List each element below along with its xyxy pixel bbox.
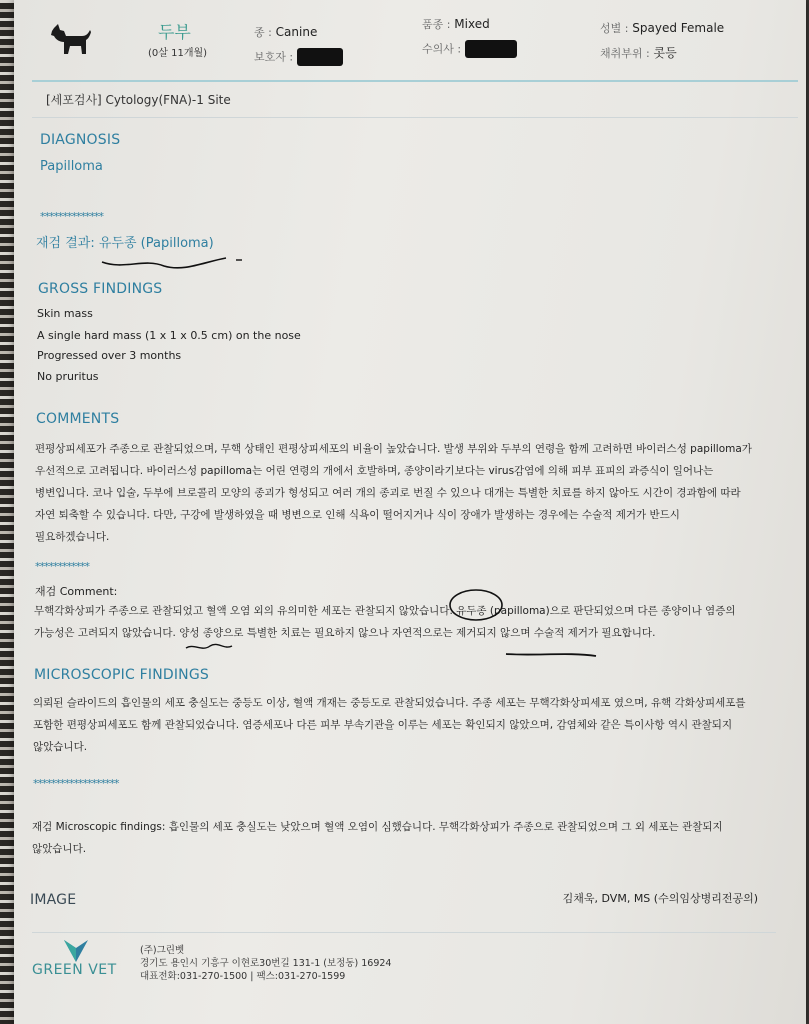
microscopic-line: 포함한 편평상피세포도 함께 관찰되었습니다. 염증세포나 다른 피부 부속기관을 이루는 세포는 확인되지 않았으며, 감염체와 같은 특이사항 역시 관찰되지	[33, 719, 733, 731]
company-name: (주)그린벳	[140, 945, 185, 956]
footer-divider	[32, 932, 776, 933]
signature: 김채욱, DVM, MS (수의임상병리전공의)	[562, 892, 758, 905]
recheck-comment-line: 가능성은 고려되지 않았습니다. 양성 종양으로 특별한 치료는 필요하지 않으나 자연적으로는 제거되지 않으며 수술적 제거가 필요합니다.	[34, 627, 656, 639]
exam-title: [세포검사] Cytology(FNA)-1 Site	[46, 93, 231, 107]
green-vet-logo-icon	[30, 938, 122, 964]
recheck-microscopic-line: 않았습니다.	[32, 843, 87, 855]
gross-line: Skin mass	[37, 307, 93, 320]
gross-line: No pruritus	[37, 370, 99, 383]
comments-stars: ************	[35, 560, 89, 573]
microscopic-body	[33, 692, 753, 758]
gross-line: Progressed over 3 months	[37, 349, 182, 362]
site-field: 채취부위 : 콧등	[600, 46, 677, 60]
gross-heading: GROSS FINDINGS	[38, 281, 163, 297]
recheck-comment-label: 재검 Comment:	[35, 585, 118, 598]
comment-line: 자연 퇴축할 수 있습니다. 다만, 구강에 발생하였을 때 병변으로 인해 식욕이 떨어지거나 식이 장애가 발생하는 경우에는 수술적 제거가 반드시	[35, 509, 680, 521]
diagnosis-value: Papilloma	[40, 159, 103, 174]
breed-field: 품종 : Mixed	[422, 17, 490, 31]
microscopic-line: 않았습니다.	[33, 741, 88, 753]
phone-line: 대표전화:031-270-1500 | 팩스:031-270-1599	[140, 971, 346, 982]
image-heading: IMAGE	[30, 892, 77, 908]
report-sheet	[14, 0, 806, 1024]
diagnosis-heading: DIAGNOSIS	[40, 132, 121, 148]
header-divider	[32, 80, 798, 82]
dog-icon	[48, 22, 92, 58]
sex-field: 성별 : Spayed Female	[600, 21, 725, 35]
company-address	[140, 944, 391, 983]
patient-name: 두부	[158, 23, 191, 43]
comment-line: 병변입니다. 코나 입술, 두부에 브로콜리 모양의 종괴가 형성되고 여러 개의 종괴로 번질 수 있으나 대개는 특별한 치료를 하지 않아도 시간이 경과함에 따라	[35, 487, 741, 499]
comment-line: 편평상피세포가 주종으로 관찰되었으며, 무핵 상태인 편평상피세포의 비율이 높았습니다. 발생 부위와 두부의 연령을 함께 고려하면 바이러스성 papilloma가	[35, 443, 752, 455]
vet-redaction	[465, 40, 517, 58]
recheck-result: 재검 결과: 유두종 (Papilloma)	[36, 236, 214, 251]
microscopic-stars: *******************	[33, 777, 119, 790]
recheck-comment-body	[34, 600, 754, 644]
comments-heading: COMMENTS	[36, 411, 120, 427]
gross-line: A single hard mass (1 x 1 x 0.5 cm) on the nose	[37, 329, 301, 342]
recheck-microscopic-body	[32, 816, 752, 860]
green-vet-logo-text: GREEN VET	[32, 962, 117, 978]
microscopic-heading: MICROSCOPIC FINDINGS	[34, 667, 209, 683]
microscopic-line: 의뢰된 슬라이드의 흡인물의 세포 충실도는 중등도 이상, 혈액 개재는 중등도로 관찰되었습니다. 주종 세포는 무핵각화상피세포 였으며, 유핵 각화상피세포를	[33, 697, 746, 709]
recheck-microscopic-line: 재검 Microscopic findings: 흡인물의 세포 충실도는 낮았으며 혈액 오염이 심했습니다. 무핵각화상피가 주종으로 관찰되었으며 그 외 세포는 관찰되지	[32, 821, 723, 833]
vet-field: 수의사 :	[422, 40, 517, 58]
diagnosis-stars: **************	[40, 210, 103, 223]
comments-body	[35, 438, 755, 548]
title-divider	[32, 117, 798, 118]
owner-field: 보호자 :	[254, 48, 343, 66]
comment-line: 필요하겠습니다.	[35, 531, 110, 543]
recheck-comment-line: 무핵각화상피가 주종으로 관찰되었고 혈액 오염 외의 유의미한 세포는 관찰되지 않았습니다. 유두종 (papilloma)으로 판단되었으며 다른 종양이나 염증의	[34, 605, 736, 617]
species-field: 종 : Canine	[254, 25, 318, 39]
patient-age: (0살 11개월)	[148, 48, 208, 59]
owner-redaction	[297, 48, 343, 66]
comment-line: 우선적으로 고려됩니다. 바이러스성 papilloma는 어린 연령의 개에서 호발하며, 종양이라기보다는 virus감염에 의해 피부 표피의 과증식이 일어나는	[35, 465, 714, 477]
address-line: 경기도 용인시 기흥구 이현로30번길 131-1 (보정동) 16924	[140, 958, 392, 969]
